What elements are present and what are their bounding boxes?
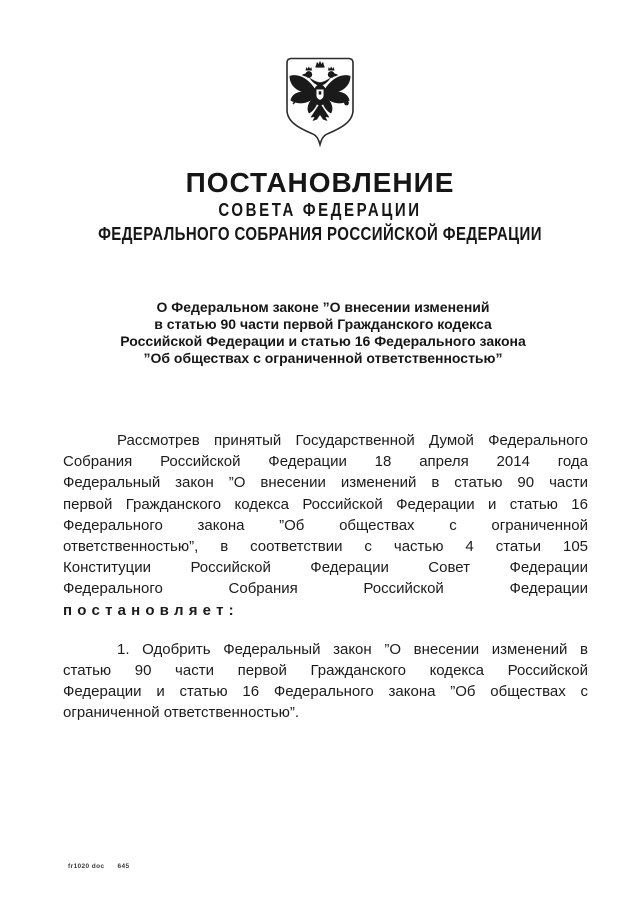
document-body bbox=[63, 430, 588, 724]
russian-coat-of-arms-icon bbox=[284, 56, 356, 148]
subject-heading bbox=[58, 299, 588, 367]
emblem-container bbox=[0, 56, 640, 148]
text-line: Федерации и статью 16 Федерального закона ”Об обществах с bbox=[63, 683, 588, 701]
org-name-line-2 bbox=[0, 226, 640, 244]
text-line: Конституции Российской Федерации Совет Федерации bbox=[63, 559, 588, 577]
text-line: Собрания Российской Федерации 18 апреля 2014 года bbox=[63, 453, 588, 471]
text-line: Федерального закона ”Об обществах с ограниченной bbox=[63, 516, 588, 534]
paragraph-item-1 bbox=[63, 639, 588, 724]
resolves-keyword-line: п о с т а н о в л я е т : bbox=[63, 601, 235, 619]
text-line: Федерального Собрания Российской Федерации bbox=[63, 580, 588, 598]
org-name-line-1 bbox=[0, 202, 640, 220]
text-line: статью 90 части первой Гражданского кодекса Российской bbox=[63, 662, 588, 680]
subject-line: ”Об обществах с ограниченной ответственностью” bbox=[143, 349, 503, 366]
org-name-line-1-text: СОВЕТА ФЕДЕРАЦИИ bbox=[218, 200, 422, 221]
footer-page-ref: 645 bbox=[117, 863, 130, 870]
org-name-line-2-text: ФЕДЕРАЛЬНОГО СОБРАНИЯ РОССИЙСКОЙ ФЕДЕРАЦИИ bbox=[98, 224, 542, 245]
text-line: первой Гражданского кодекса Российской Федерации и статью 16 bbox=[63, 495, 588, 513]
inner-shield bbox=[316, 89, 324, 100]
footer-doc-ref: fr1020 doc bbox=[68, 863, 105, 870]
text-line: 1. Одобрить Федеральный закон ”О внесении изменений в bbox=[117, 640, 588, 658]
subject-line: в статью 90 части первой Гражданского кодекса bbox=[154, 315, 492, 332]
text-line: ответственностью”, в соответствии с частью 4 статьи 105 bbox=[63, 538, 588, 556]
text-line: Рассмотрев принятый Государственной Думой Федерального bbox=[117, 432, 588, 449]
footer-reference bbox=[68, 863, 130, 870]
document-title: ПОСТАНОВЛЕНИЕ bbox=[185, 167, 455, 198]
paragraph-preamble bbox=[63, 430, 588, 621]
text-line: ограниченной ответственностью”. bbox=[63, 704, 300, 722]
text-line: Федеральный закон ”О внесении изменений в статью 90 части bbox=[63, 474, 588, 492]
rider-mark bbox=[319, 91, 322, 94]
subject-line: Российской Федерации и статью 16 Федерального закона bbox=[120, 332, 526, 349]
subject-line: О Федеральном законе ”О внесении изменений bbox=[156, 299, 490, 315]
